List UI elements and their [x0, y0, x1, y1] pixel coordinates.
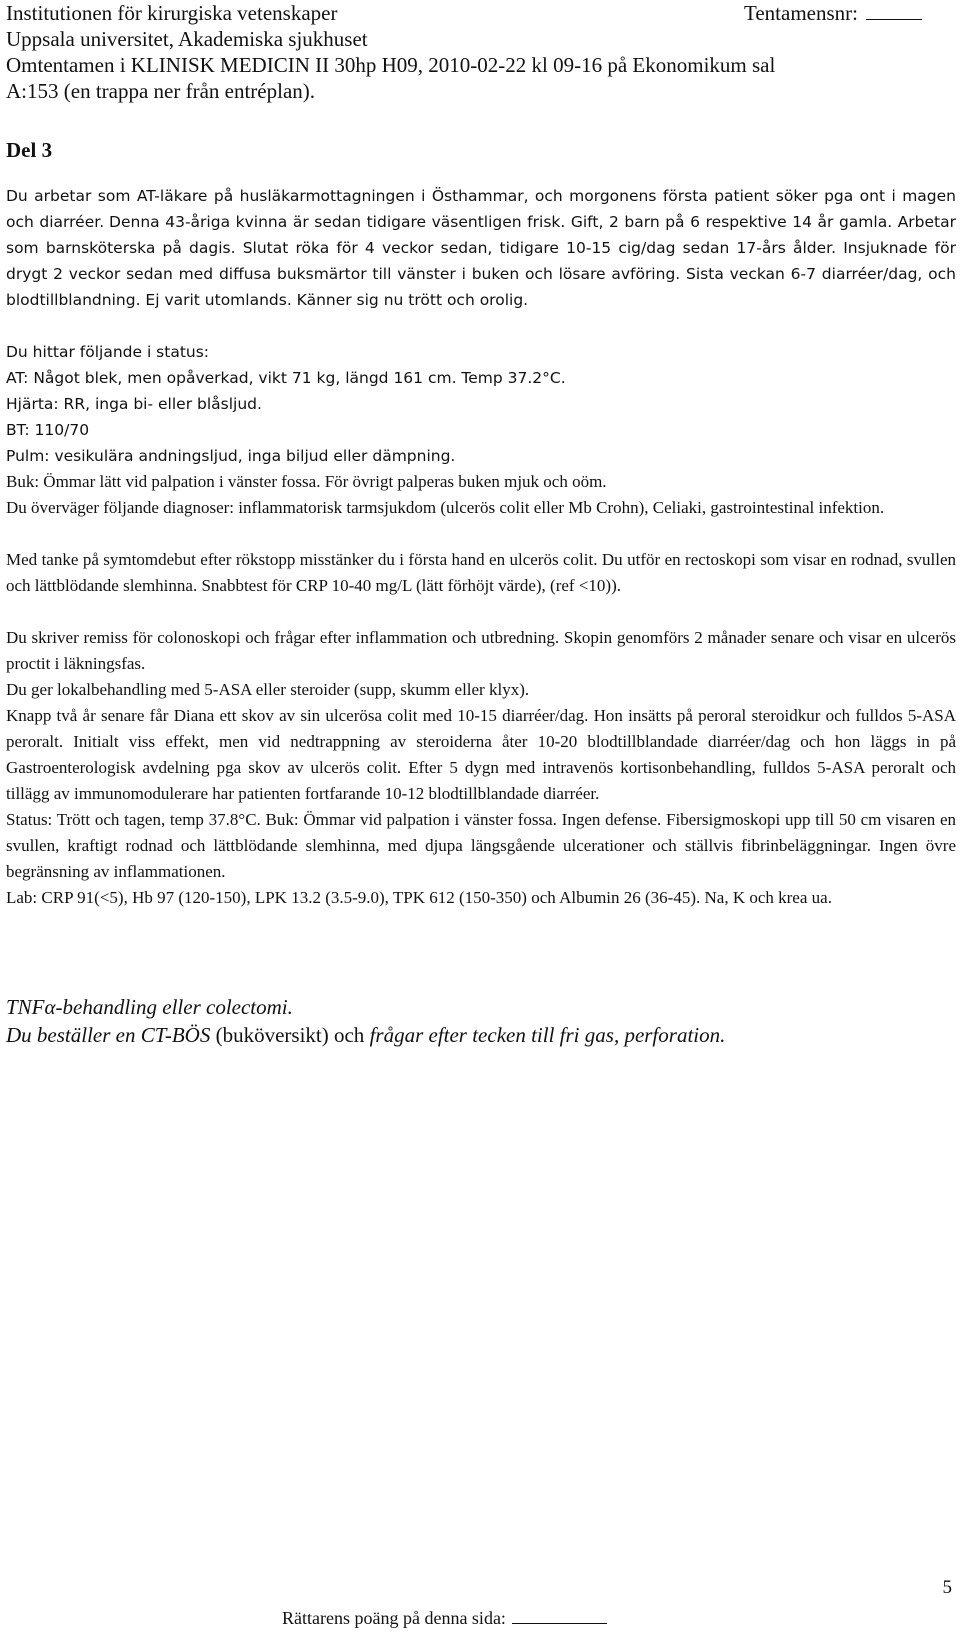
- header-university: Uppsala universitet, Akademiska sjukhuset: [6, 27, 368, 51]
- grader-score-label: Rättarens poäng på denna sida:: [282, 1608, 506, 1628]
- section-title: Del 3: [6, 138, 53, 162]
- case-history: Denna 43-åriga kvinna är sedan tidigare väsentligen frisk. Gift, 2 barn på 6 respektive 14 år gamla. Arbetar som barnsköterska på dagis. Slutat röka för 4 veckor sedan, tidigare 10-15 cig/dag sedan 17-års ålder. Insjuknade för drygt 2 veckor sedan med diffusa buksmärtor till vänster i buken och lösare avföring. Sista veckan 6-7 diarréer/dag, och blodtillblandning. Ej varit utomlands. Känner sig nu trött och orolig.: [6, 213, 957, 309]
- answer-ct-parenthetical: (buköversikt) och: [210, 1023, 370, 1047]
- answer-treatment: TNFα-behandling eller colectomi.: [6, 995, 293, 1019]
- tentamensnr-blank[interactable]: [866, 1, 922, 20]
- relapse-paragraph: Knapp två år senare får Diana ett skov av sin ulcerösa colit med 10-15 diarréer/dag. Hon insätts på peroral steroidkur och fulldos 5-ASA peroralt. Initialt viss effekt, men vid nedtrappning av steroiderna åter 10-20 blodtillblandade diarréer/dag och hon läggs in på Gastroenterologisk avdelning pga skov av ulcerös colit. Efter 5 dygn med intravenös kortisonbehandling, fulldos 5-ASA peroralt och tillägg av immunomodulerare har patienten fortfarande 10-12 blodtillblandade diarréer.: [6, 706, 956, 803]
- lab-paragraph: Lab: CRP 91(<5), Hb 97 (120-150), LPK 13.2 (3.5-9.0), TPK 612 (150-350) och Albumin 26 (36-45). Na, K och krea ua.: [6, 888, 832, 907]
- page-number: 5: [942, 1577, 952, 1598]
- case-paragraph-1: [6, 183, 956, 313]
- status-intro: Du hittar följande i status:: [6, 343, 210, 361]
- status-abdomen: Buk: Ömmar lätt vid palpation i vänster fossa. För övrigt palperas buken mjuk och oöm.: [6, 472, 607, 491]
- tentamensnr-field: [744, 0, 922, 27]
- grader-score-field: [282, 1608, 607, 1629]
- status-lungs: Pulm: vesikulära andningsljud, inga biljud eller dämpning.: [6, 447, 456, 465]
- case-intro: Du arbetar som AT-läkare på husläkarmottagningen i Östhammar, och morgonens första patient söker pga ont i magen och diarréer.: [6, 187, 956, 231]
- status-blood-pressure: BT: 110/70: [6, 421, 90, 439]
- status-relapse-paragraph: Status: Trött och tagen, temp 37.8°C. Buk: Ömmar vid palpation i vänster fossa. Ingen defense. Fibersigmoskopi upp till 50 cm visaren en svullen, kraftigt rodnad och lättblödande slemhinna, med djupa längsgående ulcerationer och ställvis fibrinbeläggningar. Ingen övre begränsning av inflammationen.: [6, 810, 956, 881]
- differential-diagnoses: Du överväger följande diagnoser: inflammatorisk tarmsjukdom (ulcerös colit eller Mb Crohn), Celiaki, gastrointestinal infektion.: [6, 498, 885, 517]
- status-general: AT: Något blek, men opåverkad, vikt 71 kg, längd 161 cm. Temp 37.2°C.: [6, 369, 566, 387]
- answer-ct: Du beställer en CT-BÖS: [6, 1023, 211, 1047]
- grader-score-blank[interactable]: [512, 1609, 607, 1624]
- tentamensnr-label: Tentamensnr:: [744, 1, 858, 25]
- header-institution: Institutionen för kirurgiska vetenskaper: [6, 1, 338, 25]
- local-treatment-paragraph: Du ger lokalbehandling med 5-ASA eller steroider (supp, skumm eller klyx).: [6, 680, 530, 699]
- answer-line-2: [6, 1021, 725, 1049]
- status-heart: Hjärta: RR, inga bi- eller blåsljud.: [6, 395, 262, 413]
- answer-line-1: [6, 993, 293, 1021]
- header-exam-info: Omtentamen i KLINISK MEDICIN II 30hp H09, 2010-02-22 kl 09-16 på Ekonomikum sal: [6, 53, 776, 77]
- colonoscopy-paragraph: Du skriver remiss för colonoskopi och frågar efter inflammation och utbredning. Skopin genomförs 2 månader senare och visar en ulcerös proctit i läkningsfas.: [6, 628, 956, 673]
- rectoscopy-paragraph: Med tanke på symtomdebut efter rökstopp misstänker du i första hand en ulcerös colit. Du utför en rectoskopi som visar en rodnad, svullen och lättblödande slemhinna. Snabbtest för CRP 10-40 mg/L (lätt förhöjt värde), (ref <10)).: [6, 550, 956, 595]
- header-location: A:153 (en trappa ner från entréplan).: [6, 79, 316, 103]
- answer-question: frågar efter tecken till fri gas, perforation.: [369, 1023, 726, 1047]
